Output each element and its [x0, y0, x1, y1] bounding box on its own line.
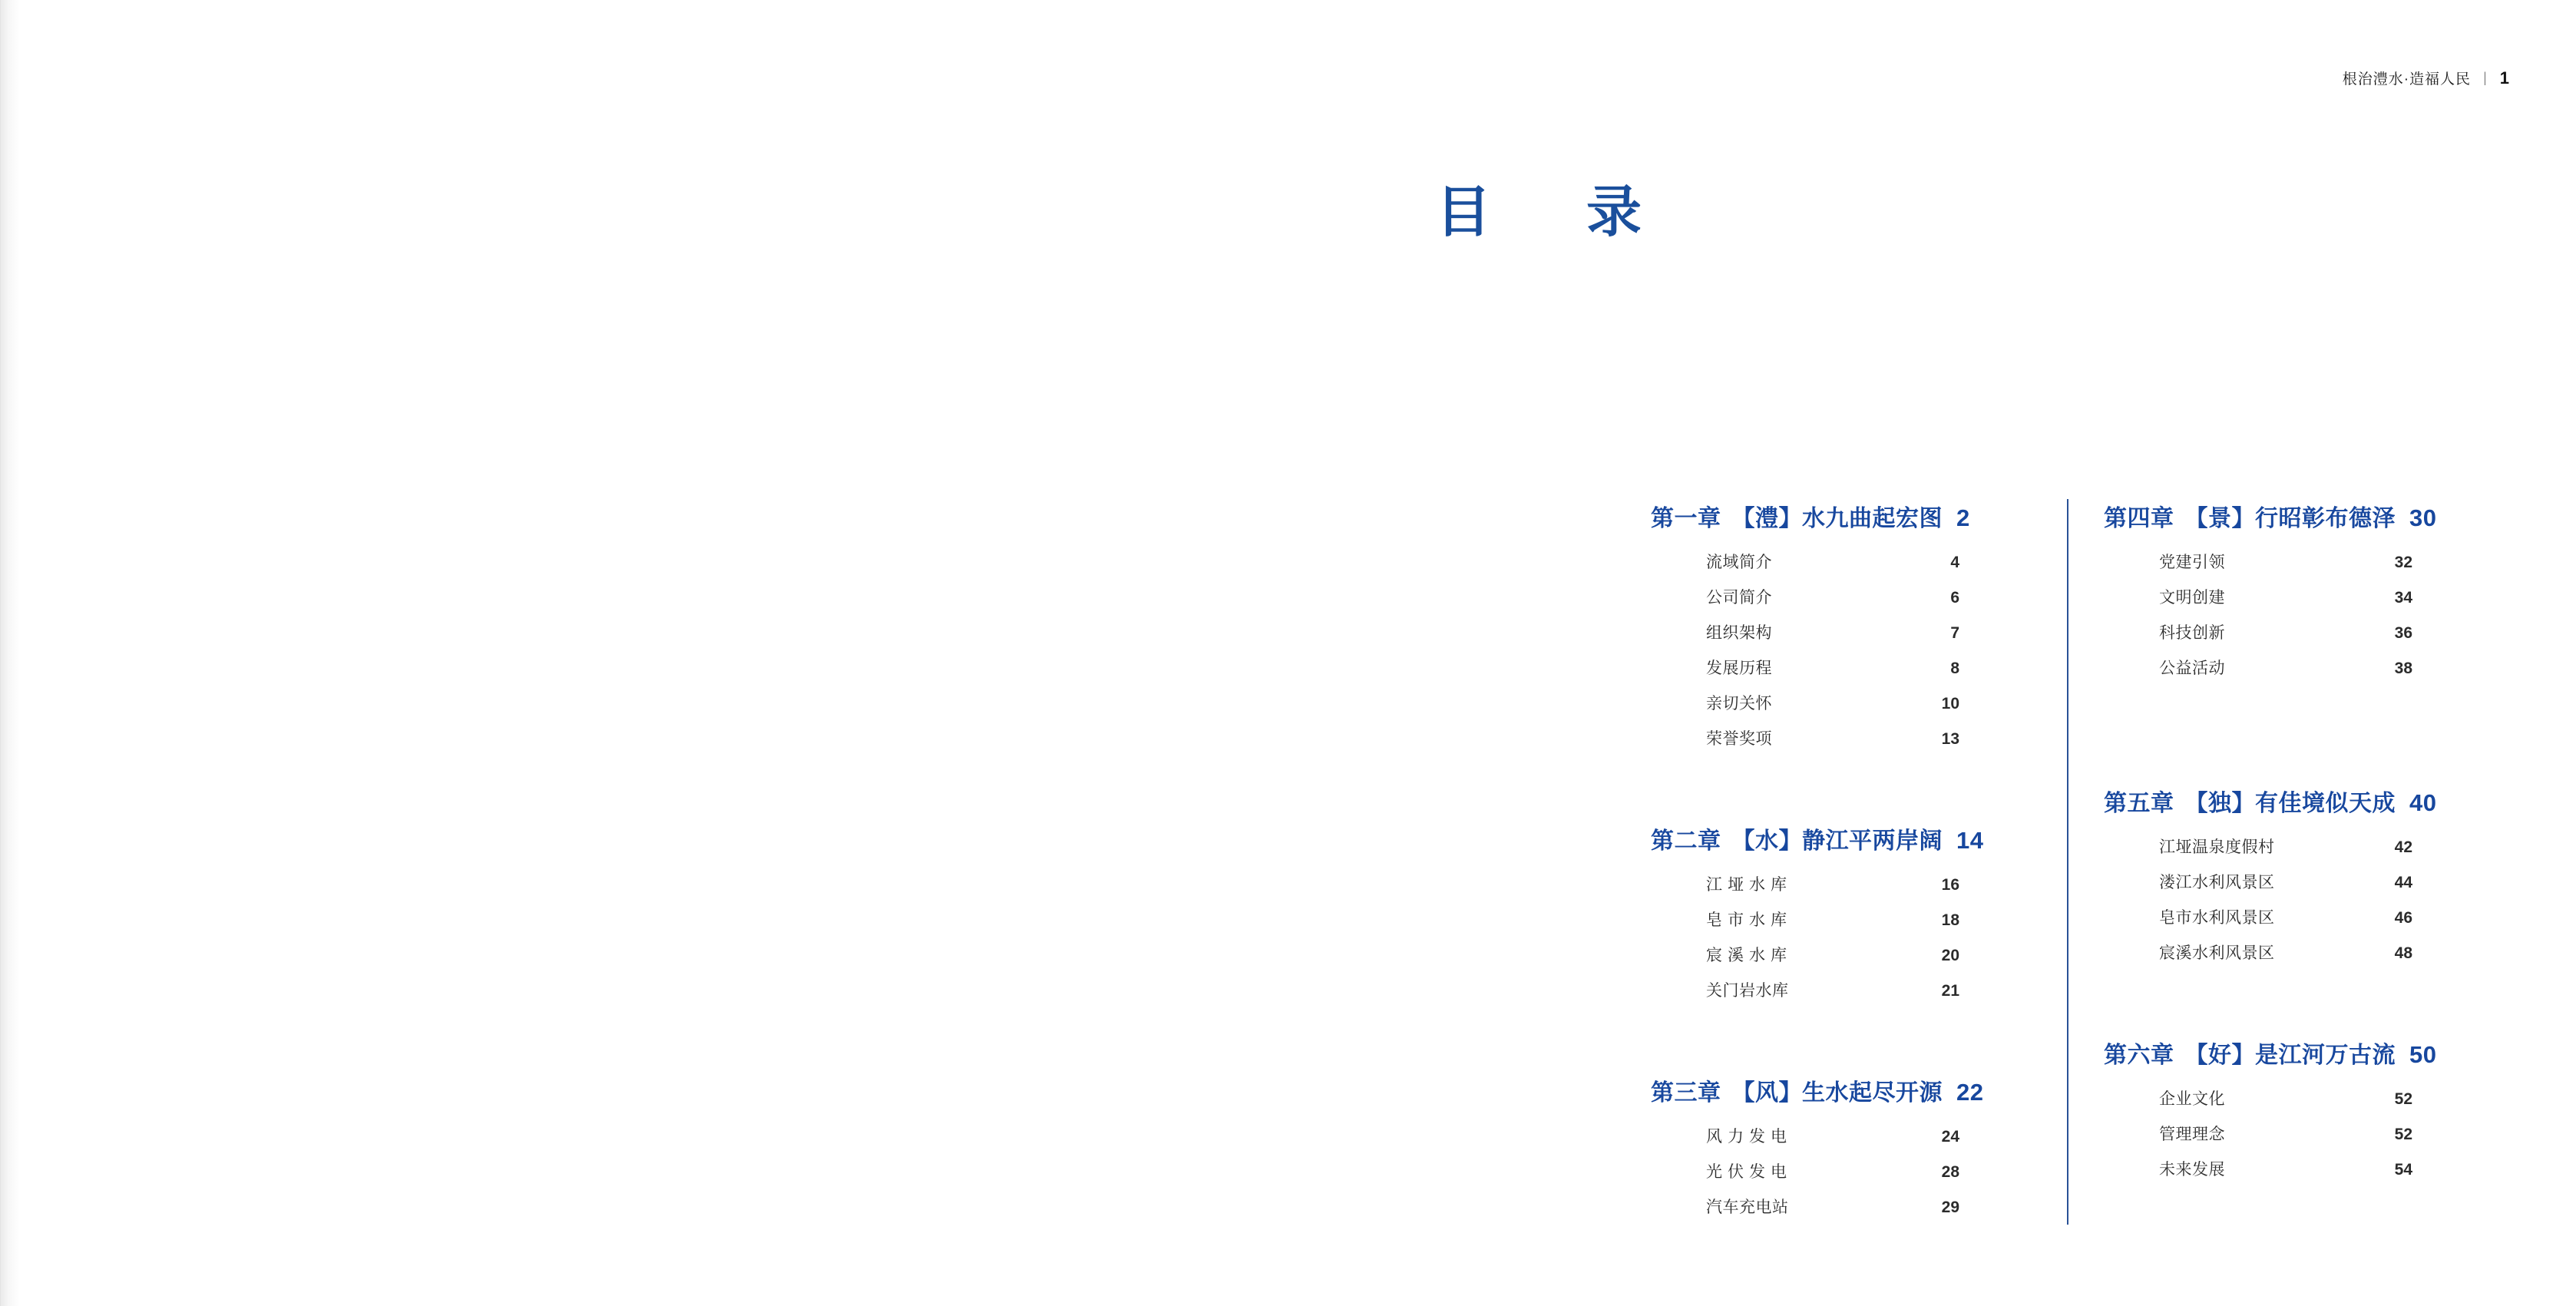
toc-entry-page: 7	[1950, 624, 1959, 642]
toc-entry-page: 4	[1950, 554, 1959, 571]
toc-entry[interactable]	[2159, 550, 2412, 573]
running-header	[2343, 68, 2510, 88]
toc-entry-label: 未来发展	[2159, 1161, 2225, 1179]
chapter-page: 30	[2409, 504, 2437, 531]
toc-entry-label: 文明创建	[2159, 589, 2225, 607]
toc-entry-label: 宸溪水库	[1706, 947, 1792, 964]
toc-entry-label: 溇江水利风景区	[2159, 874, 2275, 891]
chapter-entries	[2159, 1086, 2511, 1180]
chapter-page: 2	[1956, 504, 1970, 531]
toc-entry-page: 48	[2394, 944, 2412, 962]
toc-entry-page: 13	[1941, 730, 1959, 748]
toc-entry[interactable]	[2159, 941, 2412, 964]
toc-entry[interactable]	[1706, 1159, 1959, 1182]
chapter-title: 【澧】水九曲起宏图	[1731, 506, 1943, 531]
toc-entry-label: 管理理念	[2159, 1126, 2225, 1143]
toc-entry-label: 企业文化	[2159, 1090, 2225, 1108]
chapter-title: 【水】静江平两岸阔	[1731, 828, 1943, 854]
toc-entry[interactable]	[2159, 1157, 2412, 1180]
toc-entry-label: 光伏发电	[1706, 1163, 1792, 1181]
chapter-block	[1651, 1073, 2058, 1218]
toc-entry[interactable]	[1706, 1124, 1959, 1147]
toc-entry-page: 32	[2394, 554, 2412, 571]
chapter-label: 第一章	[1651, 506, 1721, 531]
toc-entry-page: 29	[1941, 1199, 1959, 1216]
chapter-spacer	[1651, 780, 2058, 822]
toc-entry[interactable]	[1706, 620, 1959, 643]
running-header-text: 根治澧水·造福人民	[2342, 71, 2472, 88]
toc-entry-page: 18	[1941, 911, 1959, 929]
running-header-separator: |	[2483, 70, 2488, 85]
toc-column-right	[2058, 499, 2511, 1230]
chapter-entries	[1706, 550, 2058, 749]
chapter-entries	[1706, 1124, 2058, 1218]
toc-entry-page: 44	[2394, 874, 2412, 891]
toc-entry[interactable]	[2159, 585, 2412, 608]
chapter-title: 【好】是江河万古流	[2184, 1043, 2396, 1068]
toc-entry-page: 20	[1941, 947, 1959, 964]
chapter-heading[interactable]	[1651, 499, 2058, 533]
page-number: 1	[2499, 68, 2510, 88]
chapter-block	[2104, 784, 2511, 964]
toc-entry[interactable]	[1706, 943, 1959, 966]
toc-entry-label: 流域简介	[1706, 554, 1772, 571]
toc-column-left	[1651, 499, 2058, 1230]
toc-entry-label: 汽车充电站	[1706, 1199, 1789, 1216]
chapter-block	[1651, 822, 2058, 1001]
toc-entry-label: 宸溪水利风景区	[2159, 944, 2275, 962]
toc-entry-label: 公益活动	[2159, 660, 2225, 677]
chapter-title: 【独】有佳境似天成	[2184, 791, 2396, 816]
chapter-page: 22	[1956, 1079, 1984, 1106]
chapter-spacer	[2104, 709, 2511, 751]
toc-entry-page: 8	[1950, 660, 1959, 677]
toc-entry-page: 21	[1941, 982, 1959, 1000]
toc-entry[interactable]	[2159, 1086, 2412, 1109]
chapter-page: 40	[2409, 789, 2437, 816]
chapter-heading[interactable]	[2104, 499, 2511, 533]
toc-entry-page: 24	[1941, 1128, 1959, 1146]
toc-entry-label: 组织架构	[1706, 624, 1772, 642]
chapter-label: 第四章	[2104, 506, 2174, 531]
toc-entry-page: 28	[1941, 1163, 1959, 1181]
toc-entry[interactable]	[1706, 691, 1959, 714]
chapter-entries	[2159, 835, 2511, 964]
page-fold-shadow	[0, 0, 20, 1306]
toc-entry-page: 36	[2394, 624, 2412, 642]
toc-entry-label: 公司简介	[1706, 589, 1772, 607]
toc-entry[interactable]	[1706, 726, 1959, 749]
chapter-entries	[2159, 550, 2511, 679]
toc-entry-label: 荣誉奖项	[1706, 730, 1772, 748]
toc-entry-label: 江垭温泉度假村	[2159, 838, 2275, 856]
toc-entry-label: 皂市水库	[1706, 911, 1792, 929]
toc-entry[interactable]	[1706, 550, 1959, 573]
page-fold-line	[0, 0, 1, 1306]
chapter-title: 【风】生水起尽开源	[1731, 1080, 1943, 1106]
toc-entry-page: 46	[2394, 909, 2412, 927]
chapter-heading[interactable]	[1651, 822, 2058, 855]
chapter-spacer	[1651, 1032, 2058, 1073]
toc-entry-page: 52	[2394, 1126, 2412, 1143]
toc-entry-label: 发展历程	[1706, 660, 1772, 677]
toc-entry-label: 党建引领	[2159, 554, 2225, 571]
toc-entry-page: 38	[2394, 660, 2412, 677]
chapter-spacer	[2104, 994, 2511, 1036]
toc-entry-label: 关门岩水库	[1706, 982, 1789, 1000]
chapter-title: 【景】行昭彰布德泽	[2184, 506, 2396, 531]
chapter-label: 第二章	[1651, 828, 1721, 854]
toc-entry-page: 42	[2394, 838, 2412, 856]
toc-entry[interactable]	[1706, 908, 1959, 931]
chapter-block	[1651, 499, 2058, 749]
toc-entry-page: 10	[1941, 695, 1959, 713]
chapter-heading[interactable]	[1651, 1073, 2058, 1107]
chapter-page: 50	[2409, 1041, 2437, 1068]
toc-entry-page: 6	[1950, 589, 1959, 607]
toc-entry[interactable]	[2159, 620, 2412, 643]
toc-entry[interactable]	[1706, 872, 1959, 895]
chapter-block	[2104, 499, 2511, 679]
toc-entry-page: 16	[1941, 876, 1959, 894]
toc-entry[interactable]	[1706, 585, 1959, 608]
chapter-entries	[1706, 872, 2058, 1001]
chapter-heading[interactable]	[2104, 1036, 2511, 1070]
toc-entry-label: 风力发电	[1706, 1128, 1792, 1146]
toc-entry-label: 亲切关怀	[1706, 695, 1772, 713]
toc-entry[interactable]	[2159, 1122, 2412, 1145]
toc-entry[interactable]	[2159, 870, 2412, 893]
toc-entry[interactable]	[1706, 978, 1959, 1001]
toc-entry[interactable]	[2159, 656, 2412, 679]
toc-columns	[1651, 499, 2511, 1230]
chapter-page: 14	[1956, 827, 1984, 854]
toc-entry-page: 54	[2394, 1161, 2412, 1179]
chapter-label: 第三章	[1651, 1080, 1721, 1106]
page-title: 目 录	[1436, 180, 1662, 244]
toc-entry-label: 江垭水库	[1706, 876, 1792, 894]
chapter-block	[2104, 1036, 2511, 1180]
toc-entry-label: 皂市水利风景区	[2159, 909, 2275, 927]
toc-entry-label: 科技创新	[2159, 624, 2225, 642]
toc-entry-page: 52	[2394, 1090, 2412, 1108]
chapter-label: 第五章	[2104, 791, 2174, 816]
toc-entry-page: 34	[2394, 589, 2412, 607]
chapter-spacer-extra	[2104, 751, 2511, 784]
chapter-heading[interactable]	[2104, 784, 2511, 818]
toc-entry[interactable]	[2159, 905, 2412, 928]
toc-entry[interactable]	[1706, 1195, 1959, 1218]
toc-entry[interactable]	[2159, 835, 2412, 858]
chapter-label: 第六章	[2104, 1043, 2174, 1068]
toc-entry[interactable]	[1706, 656, 1959, 679]
